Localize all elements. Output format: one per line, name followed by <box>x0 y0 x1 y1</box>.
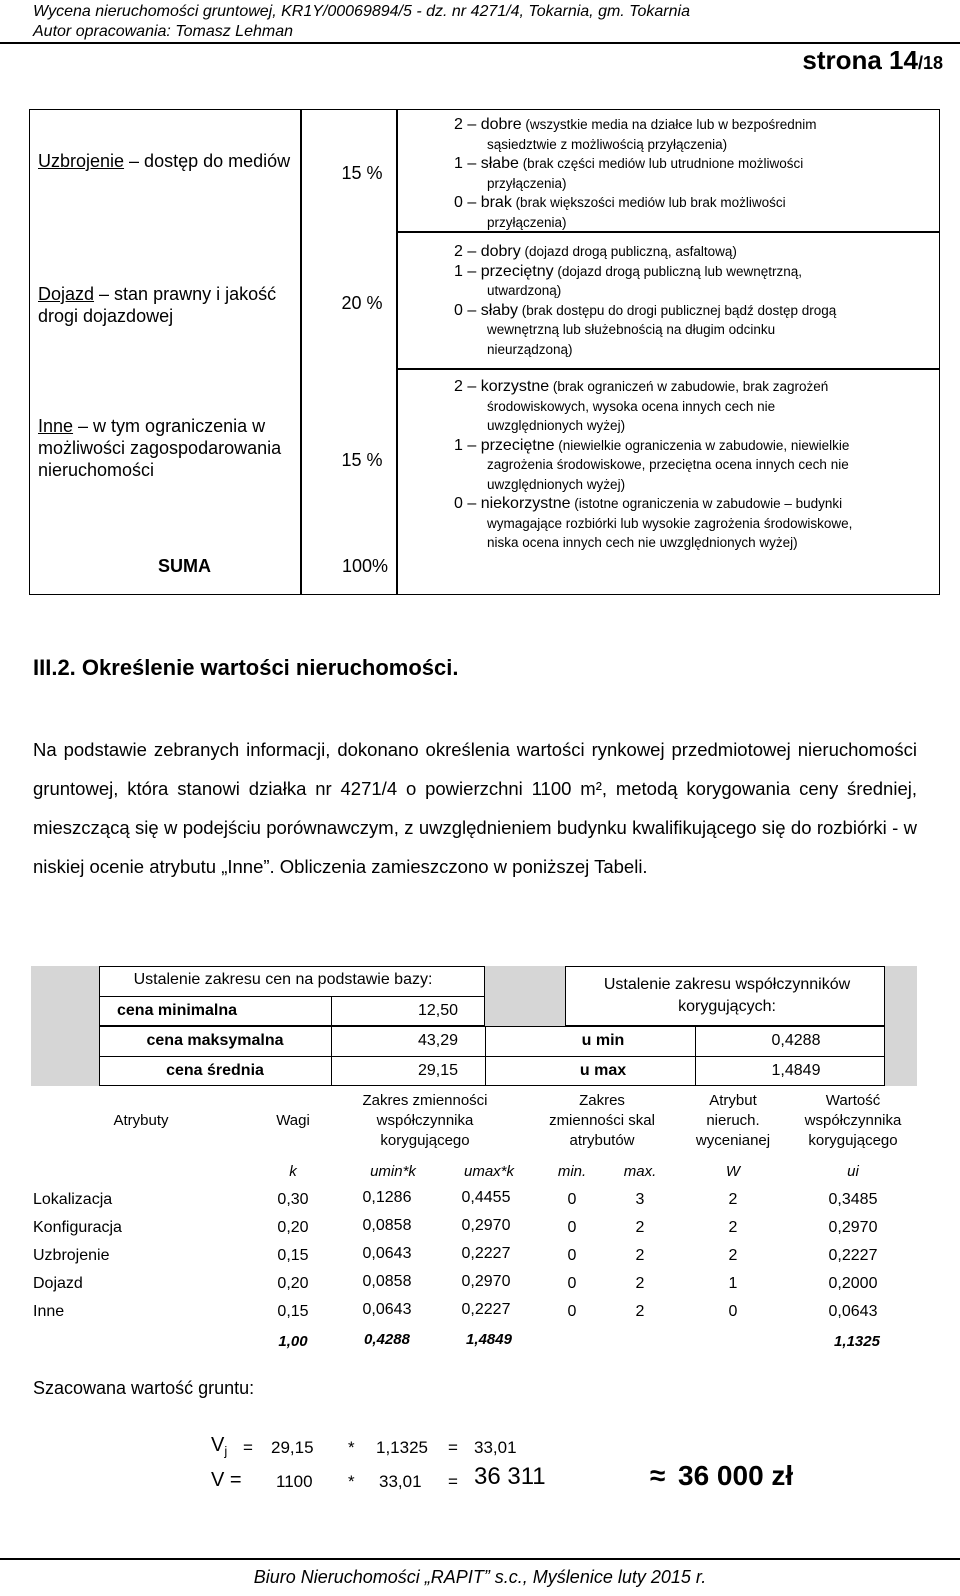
section-title: III.2. Określenie wartości nieruchomości. <box>33 655 459 680</box>
mul-sign: * <box>348 1472 355 1491</box>
attr-min: 0 <box>567 1247 577 1264</box>
symbol-umax: umax*k <box>463 1163 515 1180</box>
total-umax: 1,4849 <box>466 1331 512 1348</box>
footer-text: Biuro Nieruchomości „RAPIT” s.c., Myślenice luty 2015 r. <box>253 1567 707 1587</box>
coef-title: Ustalenie zakresu współczynników <box>603 976 851 993</box>
v-result: 36 311 <box>474 1463 546 1490</box>
symbol-w: W <box>725 1163 741 1180</box>
attr-name: Uzbrojenie <box>33 1247 110 1264</box>
eq-sign: = <box>448 1472 458 1491</box>
col-header-wagi: Wagi <box>276 1112 310 1129</box>
u-min-value: 0,4288 <box>771 1032 821 1049</box>
symbol-min: min. <box>557 1163 587 1180</box>
criterion-description: 2 – dobry (dojazd drogą publiczną, asfaltową) 1 – przeciętny (dojazd drogą publiczną lub wewnętrzną, utwardzoną) 0 – słaby (brak dostępu do drogi publicznej bądź dostęp drogą wewnętrzną lub służebnością na długim odcinku nieurządzoną) <box>454 243 837 357</box>
vj-equation <box>211 1433 227 1463</box>
attr-umax: 0,2227 <box>461 1245 511 1262</box>
row-separator <box>396 368 939 370</box>
attr-min: 0 <box>567 1275 577 1292</box>
col-header-zakres: współczynnika <box>376 1112 474 1129</box>
criterion-weight: 15 % <box>341 163 383 183</box>
criterion-name: Inne – w tym ograniczenia w możliwości zagospodarowania nieruchomości <box>38 416 282 480</box>
attr-max: 2 <box>635 1247 645 1264</box>
attr-name: Inne <box>33 1303 65 1320</box>
attr-name: Konfiguracja <box>33 1219 122 1236</box>
attr-umin: 0,0643 <box>362 1245 412 1262</box>
symbol-k: k <box>289 1163 297 1180</box>
attr-ui: 0,2227 <box>828 1247 878 1264</box>
vj-subscript: j <box>224 1443 228 1459</box>
symbol-umin: umin*k <box>370 1163 416 1180</box>
attr-ui: 0,0643 <box>828 1303 878 1320</box>
vj-value-b: 1,1325 <box>376 1438 428 1457</box>
col-header-atrybut: wycenianej <box>695 1132 771 1149</box>
criterion-description: 2 – dobre (wszystkie media na działce lub w bezpośrednim sąsiedztwie z możliwością przyłączenia) 1 – słabe (brak części mediów lub utrudnione możliwości przyłączenia) 0 – brak (brak większości mediów lub brak możliwości przyłączenia) <box>454 116 817 230</box>
attr-w: 2 <box>728 1219 738 1236</box>
attr-weight: 0,30 <box>277 1191 309 1208</box>
vj-value-a: 29,15 <box>271 1438 314 1457</box>
u-max-value: 1,4849 <box>771 1062 821 1079</box>
attr-min: 0 <box>567 1219 577 1236</box>
attr-umin: 0,0858 <box>362 1273 412 1290</box>
cena-sr-value: 29,15 <box>417 1062 459 1079</box>
attr-ui: 0,2970 <box>828 1219 878 1236</box>
col-header-skal: Zakres <box>579 1092 625 1109</box>
symbol-ui: ui <box>847 1163 859 1180</box>
criterion-name: Dojazd – stan prawny i jakość drogi dojazdowej <box>38 284 277 326</box>
total-umin: 0,4288 <box>364 1331 410 1348</box>
suma-value: 100% <box>342 556 389 576</box>
col-header-atrybut: Atrybut <box>709 1092 757 1109</box>
col-header-wartosc: współczynnika <box>804 1112 902 1129</box>
header-title: Wycena nieruchomości gruntowej, KR1Y/00069894/5 - dz. nr 4271/4, Tokarnia, gm. Tokarnia <box>33 3 690 20</box>
attr-umax: 0,2970 <box>461 1217 511 1234</box>
table-rule <box>331 996 332 1086</box>
body-paragraph: Na podstawie zebranych informacji, dokonano określenia wartości rynkowej przedmiotowej nieruchomości gruntowej, która stanowi działka nr 4271/4 o powierzchni 1100 m², metodą korygowania ceny średniej, mieszczącą się w podejściu porównawczym, z uwzględnieniem budynku kwalifikującego się do rozbiórki - w niskiej ocenie atrybutu „Inne”. Obliczenia zamieszczono w poniższej Tabeli. <box>33 739 917 877</box>
attr-umax: 0,4455 <box>461 1189 511 1206</box>
attr-min: 0 <box>567 1191 577 1208</box>
col-header-skal: zmienności skal <box>549 1112 655 1129</box>
footer-rule <box>0 1558 960 1560</box>
criterion-description: 2 – korzystne (brak ograniczeń w zabudowie, brak zagrożeń środowiskowych, wysoka ocena innych cech nie uwzględnionych wyżej) 1 – przeciętne (niewielkie ograniczenia w zabudowie, niewielkie zagrożenia środowiskowe, przeciętna ocena innych cech nie uwzględnionych wyżej) 0 – niekorzystne (istotne ograniczenia w zabudowie – budynki wymagające rozbiórki lub wysokie zagrożenia środowiskowe, niska ocena innych cech nie uwzględnionych wyżej) <box>454 378 853 550</box>
table-rule <box>99 996 485 997</box>
attr-ui: 0,3485 <box>828 1191 878 1208</box>
page-number <box>802 44 943 79</box>
col-header-wartosc: Wartość <box>825 1092 881 1109</box>
mul-sign: * <box>348 1438 355 1457</box>
attr-name: Dojazd <box>33 1275 83 1292</box>
table-rule <box>695 1026 696 1086</box>
eq-sign: = <box>243 1438 253 1457</box>
row-separator <box>396 231 939 233</box>
criterion-weight: 20 % <box>341 293 383 313</box>
attr-umax: 0,2970 <box>461 1273 511 1290</box>
table-rule <box>99 1056 885 1057</box>
attr-w: 1 <box>728 1275 738 1292</box>
suma-label: SUMA <box>158 556 211 576</box>
attr-weight: 0,15 <box>277 1303 309 1320</box>
attr-w: 2 <box>728 1191 738 1208</box>
attr-max: 2 <box>635 1275 645 1292</box>
valuation-label: Szacowana wartość gruntu: <box>33 1378 255 1398</box>
u-min-label: u min <box>581 1032 625 1049</box>
cena-min-value: 12,50 <box>417 1002 459 1019</box>
col-header-zakres: korygującego <box>380 1132 470 1149</box>
col-header-zakres: Zakres zmienności <box>362 1092 488 1109</box>
attr-weight: 0,20 <box>277 1275 309 1292</box>
attr-w: 0 <box>728 1303 738 1320</box>
col-header-atrybut: nieruch. <box>706 1112 760 1129</box>
page-total: /18 <box>917 53 943 73</box>
attr-name: Lokalizacja <box>33 1191 113 1208</box>
cena-min-label: cena minimalna <box>117 1002 238 1019</box>
criteria-col-divider <box>300 110 302 594</box>
attr-w: 2 <box>728 1247 738 1264</box>
u-max-label: u max <box>579 1062 627 1079</box>
final-value: 36 000 zł <box>678 1460 794 1491</box>
v-symbol: V = <box>211 1469 242 1491</box>
total-k: 1,00 <box>278 1333 308 1350</box>
approx-sign: ≈ <box>650 1460 666 1491</box>
v-value-b: 33,01 <box>379 1472 422 1491</box>
attr-umin: 0,1286 <box>362 1189 412 1206</box>
attr-max: 3 <box>635 1191 645 1208</box>
attr-max: 2 <box>635 1303 645 1320</box>
cena-max-value: 43,29 <box>417 1032 459 1049</box>
attr-weight: 0,20 <box>277 1219 309 1236</box>
symbol-max: max. <box>623 1163 657 1180</box>
criterion-name: Uzbrojenie – dostęp do mediów <box>38 151 291 171</box>
col-header-skal: atrybutów <box>569 1132 635 1149</box>
eq-sign: = <box>448 1438 458 1457</box>
header-author: Autor opracowania: Tomasz Lehman <box>33 23 293 40</box>
criteria-table <box>29 109 940 595</box>
attr-umin: 0,0858 <box>362 1217 412 1234</box>
col-header-atrybuty: Atrybuty <box>113 1112 169 1129</box>
cena-sr-label: cena średnia <box>166 1062 264 1079</box>
base-title: Ustalenie zakresu cen na podstawie bazy: <box>133 971 433 988</box>
attr-weight: 0,15 <box>277 1247 309 1264</box>
total-ui: 1,1325 <box>834 1333 880 1350</box>
attr-umin: 0,0643 <box>362 1301 412 1318</box>
attr-ui: 0,2000 <box>828 1275 878 1292</box>
v-value-a: 1100 <box>276 1472 313 1491</box>
coef-title: korygujących: <box>678 998 776 1015</box>
attr-min: 0 <box>567 1303 577 1320</box>
col-header-wartosc: korygującego <box>808 1132 898 1149</box>
vj-result: 33,01 <box>474 1438 517 1457</box>
criterion-weight: 15 % <box>341 450 383 470</box>
table-rule <box>485 1026 486 1086</box>
page-label: strona 14 <box>802 45 918 75</box>
attr-max: 2 <box>635 1219 645 1236</box>
vj-symbol: V <box>211 1434 225 1456</box>
attr-umax: 0,2227 <box>461 1301 511 1318</box>
cena-max-label: cena maksymalna <box>146 1032 284 1049</box>
